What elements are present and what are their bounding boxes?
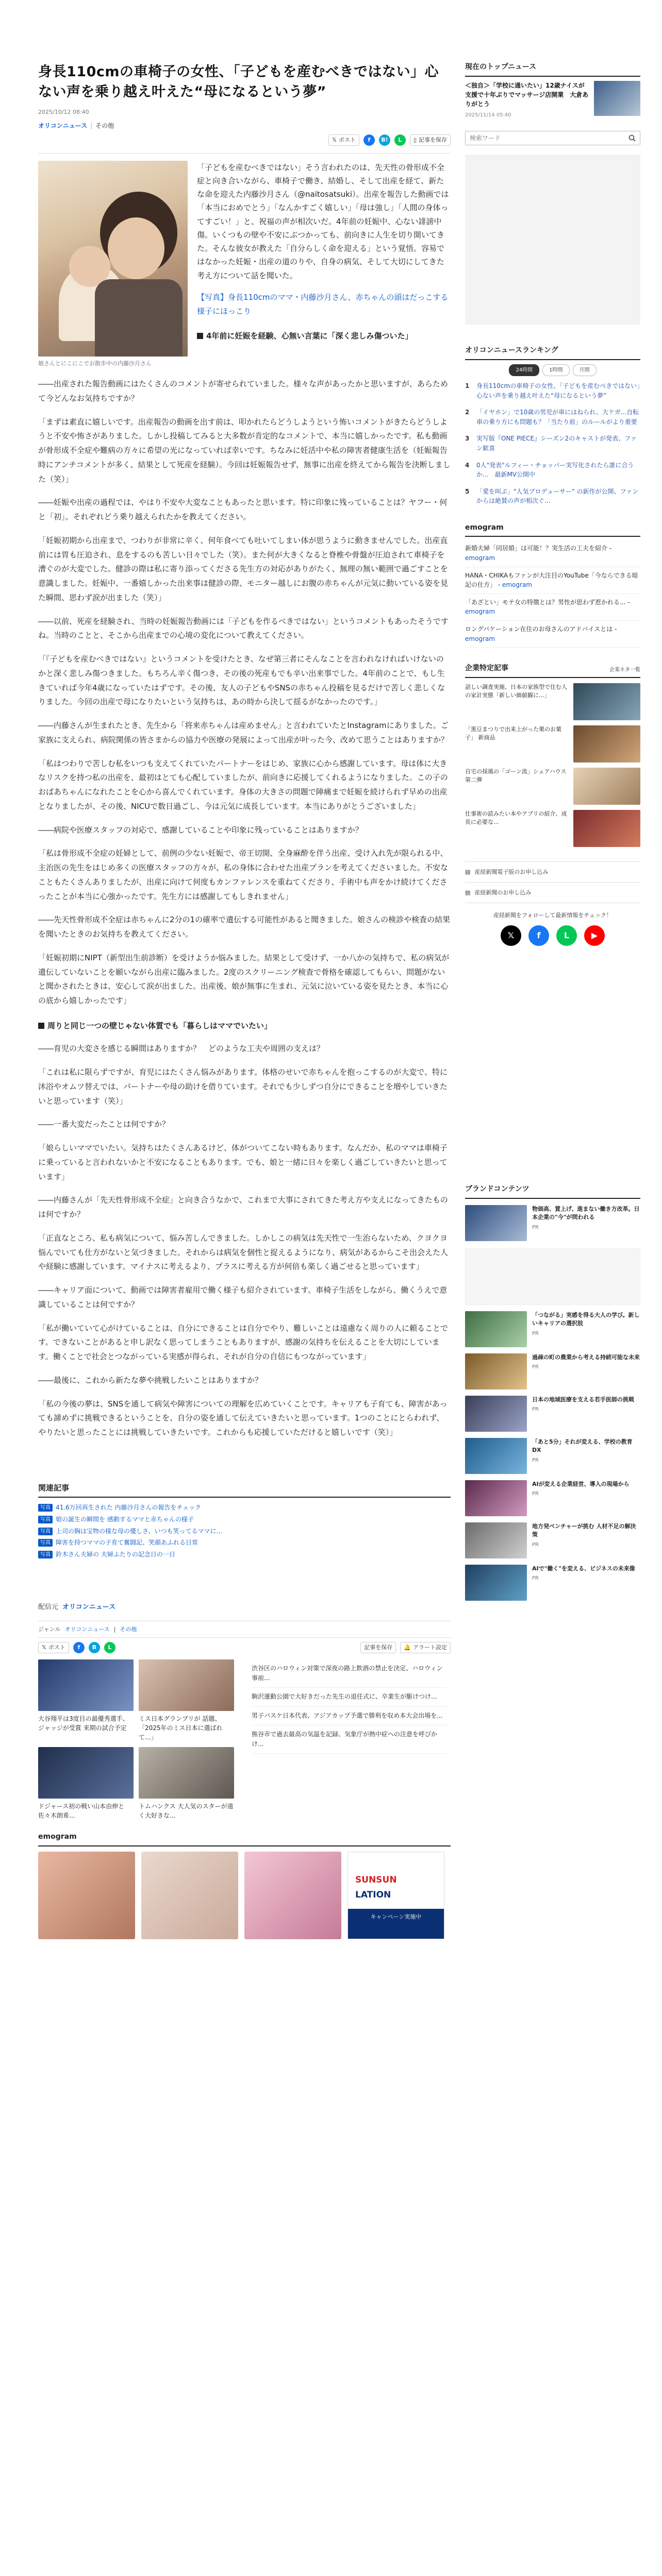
follow-label: 産経新聞をフォローして最新情報をチェック！ xyxy=(493,912,613,919)
rank-text: 「イヤホン」で10歳の男児が車にはねられ、大ケガ...自転車の乗り方にも問題も？「当たり前」のルールがより重要 xyxy=(476,409,639,426)
more-news xyxy=(38,1659,451,1820)
emogram-item[interactable]: HANA・CHIKAもファンが大注目のYouTube「今ならできる暗記の仕方」 - emogram xyxy=(465,567,640,594)
x-icon: 𝕏 xyxy=(332,136,337,143)
lead-photo[interactable] xyxy=(38,161,188,357)
emogram-sidebar-heading: emogram xyxy=(465,521,640,537)
company-feature-header xyxy=(465,662,640,678)
emogram-item-text: HANA・CHIKAもファンが大注目のYouTube「今ならできる暗記の仕方」 xyxy=(465,571,638,589)
related-item-text: 娘の誕生の瞬間を 感動するママと赤ちゃんの様子 xyxy=(56,1515,194,1523)
body-paragraph: ――キャリア面について、動画では障害者雇用で働く様子も紹介されています。車椅子生活をしながら、働くうえで意識していることは何ですか？ xyxy=(38,1285,448,1309)
body-paragraph: 「私はつわりで苦しむ私をいつも支えてくれていたパートナーをはじめ、家族に心から感謝しています。母は体に大きなリスクを持つ私の出産を、最初はとても心配していましたが、前向きに応援してくれるようになりました。この子のおばあちゃんになれたことを心から喜んでくれています。身体の大きさの問題で陣痛まで妊娠を続けられず早めの出産となりましたが、その後、NICUで数日過ごし、今は元気に成長しています。本当にありがとうございました」 xyxy=(38,758,448,811)
photo-caption: 娘さんとにこにこでお散歩中の内藤沙月さん xyxy=(38,360,152,367)
distribution-source xyxy=(38,1602,451,1614)
company-feature-text: 自宅の採風の「ゴーン流」シェアハウス 第二弾 xyxy=(465,768,567,784)
news-tile-image xyxy=(38,1747,134,1799)
bookmark-icon: ▯ xyxy=(413,136,417,143)
brand-item-image xyxy=(465,1480,527,1516)
search-box xyxy=(465,131,640,145)
brand-item-text: 過疎の町の農業から考える持続可能な未来 PR xyxy=(532,1353,640,1370)
photo-tag: 写真 xyxy=(38,1551,53,1558)
ranking-tabs xyxy=(465,364,640,377)
photo-tag: 写真 xyxy=(38,1504,53,1512)
subscription-link[interactable] xyxy=(465,862,640,883)
brand-item[interactable] xyxy=(465,1438,640,1474)
facebook-share-icon[interactable]: f xyxy=(363,134,375,146)
company-feature-image xyxy=(573,683,640,720)
alert-label: アラート設定 xyxy=(413,1644,447,1651)
section-heading-2 xyxy=(38,1020,451,1033)
body-paragraph: 「これは私に限らずですが、育児にはたくさん悩みがあります。体格のせいで赤ちゃんを抱っこするのが大変で、特に沐浴やオムツ替えでは、パートナーや母の助けを借りています。それでも少しずつ自分にできることを増やしていきたいと思っています（笑）」 xyxy=(38,1067,448,1106)
brand-item[interactable] xyxy=(465,1522,640,1558)
emogram-row xyxy=(38,1852,451,1939)
emogram-item-text: 「あざとい」モテ女の特徴とは？男性が思わず惹かれる... xyxy=(465,598,626,606)
news-tile-text: ミス日本グランプリが 話題、「2025年のミス日本に選ばれて...」 xyxy=(139,1715,223,1741)
body-paragraph: 「妊娠初期から出産まで、つわりが非常に辛く、何年食べても吐いてしまい体が思うように動きませんでした。出産直前には胃も圧迫され、息をするのも苦しい日々でした（笑）。また何が大きくなると脊椎や骨盤が圧迫されて車椅子を漕ぐのが大変でした。健診の際は私に寄り添ってくださる先生方の対応がありがたく、無理の無い範囲で過ごすことを意識しました。妊娠中、一番嬉しかった出来事は健診の際、モニター越しにお腹の赤ちゃんが元気に動いている姿を見た瞬間、思わず涙が出ました（笑）」 xyxy=(38,535,449,602)
related-item-text: 上司の胸は宝物の様な母の優しさ、いつも笑ってるママに... xyxy=(56,1527,222,1535)
facebook-share-icon[interactable]: f xyxy=(73,1642,85,1653)
body-paragraph: ――育児の大変さを感じる瞬間はありますか？ どのような工夫や周囲の支えは？ xyxy=(38,1044,325,1054)
section-heading-1-text: 4年前に妊娠を経験、心無い言葉に「深く悲しみ傷ついた」 xyxy=(206,331,413,341)
ranking-item[interactable] xyxy=(465,461,640,480)
body-paragraph: 「正直なところ、私も病気について、悩み苦しんできました。しかしこの病気は先天性で一生治らないため、クヨクヨ悩んでいても仕方がないと気づきました。それからは病気を個性と捉えるようになり、病気があるからこそ出会えた人や経験に感謝しています。マイナスに考えるより、プラスに考える方が何倍も楽しく過ごせると思っています」 xyxy=(38,1233,449,1272)
body-paragraph: 「娘らしいママでいたい。気持ちはたくさんあるけど、体がついてこない時もあります。なんだか、私のママは車椅子に乗っていると言われないかと不安になることもあります。でも、娘と一緒に日々を楽しく過ごしていきたいと思っています」 xyxy=(38,1143,448,1181)
distribution-label: 配信元 xyxy=(38,1603,59,1612)
related-articles xyxy=(38,1481,451,1561)
ranking-item[interactable] xyxy=(465,381,640,400)
rank-text: 「愛を叫ぶ」"人気プロデューサー" の新作が公開、ファンからは絶賛の声が相次ぐ... xyxy=(476,487,639,505)
company-feature-image xyxy=(573,725,640,762)
emogram-item[interactable]: 「あざとい」モテ女の特徴とは？男性が思わず惹かれる... - emogram xyxy=(465,594,640,621)
article-title: 身長110cmの車椅子の女性、「子どもを産むべきではない」心ない声を乗り越え叶えた“母になるという夢” xyxy=(38,64,439,100)
emogram-item-source: emogram xyxy=(502,581,532,589)
company-feature-item[interactable] xyxy=(465,725,640,762)
section-heading-2-text: 周りと同じ一つの壁じゃない体質でも「暮らしはママでいたい」 xyxy=(47,1021,272,1030)
bullet-square-icon xyxy=(38,1023,44,1029)
emogram-item-source: emogram xyxy=(465,635,495,642)
news-list-item[interactable]: 男子バスケ日本代表、アジアカップ予選で勝利を収め本大会出場を... xyxy=(252,1707,448,1725)
brand-item[interactable] xyxy=(465,1311,640,1347)
brand-item[interactable] xyxy=(465,1565,640,1601)
lead-paragraph: 「子どもを産むべきではない」そう言われたのは、先天性の骨形成不全症と向き合いながら、車椅子で働き、結婚し、そして出産を経て、新たな命を迎えた内藤沙月さん（@naitosatsuki）。出産を報告した動画では「本当におめでとう」「なんかすごく嬉しい」「母は強し」「人間の身体ってすごい！」と、祝福の声が相次いだ。4年前の妊娠中、心ない誹謗中傷。いくつもの壁や不安にぶつかっても、前向きに人生を切り開いてきた。そんな彼女が教えた「自分らしく命を迎える」という覚悟。容易ではなかった妊娠・出産の道のりや、自身の病気、そして大切にしてきた考え方について話を聞いた。 xyxy=(197,162,449,280)
subscription-link-text: 産経新聞のお申し込み xyxy=(474,889,532,896)
top-news-heading: 現在のトップニュース xyxy=(465,61,640,77)
share-toolbar-bottom xyxy=(38,1642,451,1653)
section-heading-1 xyxy=(197,330,451,343)
company-feature-more-link[interactable]: 企業ネタ一覧 xyxy=(609,667,640,673)
ranking-item[interactable] xyxy=(465,408,640,427)
article-body xyxy=(38,377,451,1440)
facebook-icon[interactable]: f xyxy=(528,925,549,946)
bullet-square-icon xyxy=(197,333,203,339)
news-tile-text: ドジャース初の戦い山本由伸と佐々木朗希... xyxy=(38,1803,125,1820)
news-tile-image xyxy=(38,1659,134,1711)
sns-icons xyxy=(465,925,640,946)
youtube-icon[interactable]: ▶ xyxy=(584,925,605,946)
brand-item-text: AIで"働く"を変える、ビジネスの未来像 PR xyxy=(532,1565,635,1582)
related-list xyxy=(38,1502,451,1561)
ad-band: キャンペーン実施中 xyxy=(348,1909,444,1939)
genre-separator: | xyxy=(113,1625,116,1633)
share-toolbar xyxy=(38,134,451,146)
ranking-list xyxy=(465,381,640,506)
emogram-item[interactable]: 新婚夫婦「同居婚」は可能！？実生活の工夫を紹介 - emogram xyxy=(465,540,640,567)
brand-item-image xyxy=(465,1353,527,1389)
emogram-card-image[interactable] xyxy=(141,1852,238,1939)
subscription-link-text: 産経新聞電子版のお申し込み xyxy=(474,868,549,875)
search-input[interactable] xyxy=(466,131,624,145)
save-article-button[interactable] xyxy=(360,1642,396,1653)
post-label: ポスト xyxy=(338,136,356,143)
lead-figure xyxy=(38,161,188,368)
top-news-image xyxy=(594,81,640,116)
genre-label: ジャンル xyxy=(38,1625,61,1633)
related-item[interactable] xyxy=(38,1502,451,1514)
news-tile[interactable] xyxy=(139,1659,234,1742)
post-label: ポスト xyxy=(48,1644,65,1651)
brand-item[interactable] xyxy=(465,1205,640,1241)
save-article-button[interactable] xyxy=(410,134,451,146)
source-separator: | xyxy=(90,122,93,129)
news-tile-text: 大谷翔平は3度目の最優秀選手、ジャッジが受賞 来期の試合予定 xyxy=(38,1715,129,1732)
body-paragraph: ――妊娠や出産の過程では、やはり不安や大変なこともあったと思います。特に印象に残っていることは？ヤフー・何と「初」。それぞれどう乗り越えられたかを教えてください。 xyxy=(38,498,448,522)
photo-tag: 写真 xyxy=(38,1516,53,1523)
rank-number: 3 xyxy=(465,435,470,443)
news-tile[interactable] xyxy=(139,1747,234,1820)
body-paragraph: 「『子どもを産むべきではない』というコメントを受けたとき、なぜ第三者にそんなことを言われなければいけないのかと深く悲しみ傷つきました。もちろん辛く傷つき、その後の死産もでも辛い出来事でした。4年前のことで、もし生きていれば今年4歳になっていたはずです。その後、友人の子どもやSNSの赤ちゃん投稿を見るだけで苦しく悲しくなりました。今回の出産で母になりたいという気持ちは、あの時から決して揺るがなかったのです。」 xyxy=(38,654,445,707)
distribution-logo[interactable]: オリコンニュース xyxy=(62,1603,116,1612)
brand-item-image xyxy=(465,1438,527,1474)
body-paragraph: ――最後に、これから新たな夢や挑戦したいことはありますか？ xyxy=(38,1375,263,1385)
company-feature-item[interactable] xyxy=(465,810,640,847)
rank-number: 1 xyxy=(465,382,470,389)
rank-number: 5 xyxy=(465,487,470,495)
company-feature-image xyxy=(573,810,640,847)
search-icon[interactable] xyxy=(624,131,640,145)
x-icon: 𝕏 xyxy=(42,1644,46,1651)
brand-item-image xyxy=(465,1522,527,1558)
document-icon: ▤ xyxy=(465,868,471,875)
post-x-button[interactable] xyxy=(38,1642,69,1653)
emogram-item-text: 新婚夫婦「同居婚」は可能！？実生活の工夫を紹介 xyxy=(465,545,608,552)
brand-item-text: 地方発ベンチャーが挑む 人材不足の解決策 PR xyxy=(532,1522,636,1548)
related-item-text: 41.6万回再生された 内藤沙月さんの報告をチェック xyxy=(56,1504,202,1512)
emogram-item-source: emogram xyxy=(465,554,495,562)
company-feature-text: 「黒豆まつりで出来上がった栗のお菓子」 新商品 xyxy=(465,725,561,741)
body-paragraph: ――内藤さんが生まれたとき、先生から「将来赤ちゃんは産めません」と言われていたとInstagramにありました。ご家族に支えられ、病院関係の皆さまからの協力や医療の発展によって出産が叶った今、改めて思うことはありますか？ xyxy=(38,721,449,744)
ranking-tab[interactable]: 1時間 xyxy=(542,364,569,377)
brand-item-image xyxy=(465,1205,527,1241)
divider xyxy=(38,153,451,154)
ad-brand: SUNSUN LATION xyxy=(355,1874,397,1901)
sidebar-ad-space xyxy=(465,155,640,325)
brand-item-image xyxy=(465,1396,527,1432)
top-news-card[interactable] xyxy=(465,81,640,120)
photo-tiles xyxy=(38,1659,234,1820)
brand-item-image xyxy=(465,1311,527,1347)
alert-button[interactable] xyxy=(400,1642,451,1653)
related-heading: 関連記事 xyxy=(38,1481,451,1498)
x-icon[interactable]: 𝕏 xyxy=(501,925,521,946)
category-link[interactable]: その他 xyxy=(95,122,114,129)
photo-tag: 写真 xyxy=(38,1539,53,1547)
advertisement-card[interactable] xyxy=(347,1852,444,1939)
line-share-icon[interactable]: L xyxy=(104,1642,115,1653)
brand-item-text: 物価高、賃上げ、進まない働き方改革。日本企業の"今"が問われる PR xyxy=(532,1205,640,1230)
emogram-list xyxy=(465,540,640,648)
subscription-links xyxy=(465,861,640,904)
top-news-title: ＜独自＞「学校に通いたい」12歳ナイスが支援で十年ぶりでマッサージ店開業 大倉ありがとう xyxy=(465,81,589,108)
related-item-text: 障害を持つママの子育て奮闘記、笑顔あふれる日常 xyxy=(56,1539,198,1547)
post-x-button[interactable] xyxy=(328,134,359,146)
related-item-text: 鈴木さん夫婦の 夫婦ふたりの記念日の一日 xyxy=(56,1551,175,1558)
company-feature-text: 仕事術の読みたい本やアプリの紹介、成長に必要な... xyxy=(465,810,567,826)
related-item[interactable] xyxy=(38,1526,451,1537)
brand-item[interactable] xyxy=(465,1396,640,1432)
emogram-item[interactable]: ロングバケーション在住のお母さんのアドバイスとは - emogram xyxy=(465,621,640,648)
body-paragraph: ――以前、死産を経験され、当時の妊娠報告動画には「子どもを作るべきではない」というコメントもあったそうですね。当時のことと、そこから出産までの心境の変化について教えてください。 xyxy=(38,616,449,640)
brand-content-heading: ブランドコンテンツ xyxy=(465,1183,640,1199)
brand-item-text: AIが変える企業経営、導入の現場から PR xyxy=(532,1480,630,1497)
company-feature-text: 話しい調査実施、日本の家族型で住む人の家計実態「新しい価値観に...」 xyxy=(465,683,567,699)
lead-text xyxy=(197,161,451,368)
article-source-line xyxy=(38,121,451,131)
related-item[interactable] xyxy=(38,1537,451,1549)
save-label: 記事を保存 xyxy=(419,136,447,143)
news-list-item[interactable]: 渋谷区のハロウィン対策で深夜の路上飲酒の禁止を決定、ハロウィン事前... xyxy=(252,1659,448,1688)
news-tile[interactable] xyxy=(38,1747,134,1820)
genre-link[interactable]: その他 xyxy=(120,1625,137,1633)
rank-text: 身長110cmの車椅子の女性、「子どもを産むべきではない」心ない声を乗り越え叶えた“母になるという夢” xyxy=(476,382,640,399)
brand-item-image xyxy=(465,1565,527,1601)
news-tile-image xyxy=(139,1747,234,1799)
ranking-item[interactable] xyxy=(465,487,640,506)
top-news-date: 2025/11/14 05:40 xyxy=(465,112,511,118)
sidebar-ad-banner xyxy=(465,1248,640,1305)
brand-item-text: 日本の地域医療を支える若手医師の挑戦 PR xyxy=(532,1396,634,1413)
brand-item[interactable] xyxy=(465,1480,640,1516)
body-paragraph: ――病院や医療スタッフの対応で、感謝していることや印象に残っていることはありますか？ xyxy=(38,825,363,835)
line-icon[interactable]: L xyxy=(556,925,577,946)
subscription-link[interactable] xyxy=(465,883,640,903)
hatena-share-icon[interactable]: B xyxy=(89,1642,100,1653)
source-link[interactable]: オリコンニュース xyxy=(38,122,88,129)
emogram-item-source: emogram xyxy=(465,608,495,616)
body-paragraph: 「妊娠初期にNIPT（新型出生前診断）を受けようか悩みました。結果として受けず、一か八かの気持ちで、私の病気が遺伝していないことを願いながら出産に臨みました。2度のスクリーニング検査で骨格を確認してもらい、問題がないと聞かされたときは、安心して涙が出ました。出産後、娘が無事に生まれ、元気に泣いている姿を見たとき、本当に心の底から嬉しかったです」 xyxy=(38,953,450,1006)
company-feature-image xyxy=(573,768,640,805)
line-share-icon[interactable]: L xyxy=(394,134,406,146)
body-paragraph: ――一番大変だったことは何ですか？ xyxy=(38,1120,170,1129)
emogram-card-image[interactable] xyxy=(38,1852,135,1939)
article-column xyxy=(38,62,451,1939)
company-feature-item[interactable] xyxy=(465,683,640,720)
body-paragraph: ――出産された報告動画にはたくさんのコメントが寄せられていました。様々な声があったかと思いますが、あらためて今どんなお気持ちですか？ xyxy=(38,379,448,403)
brand-item-text: 「つながる」実感を得る大人の学び。新しいキャリアの選択肢 PR xyxy=(532,1311,640,1336)
body-paragraph: ――先天性骨形成不全症は赤ちゃんに2分の1の確率で遺伝する可能性があると聞きました。娘さんの検診や検査の結果を聞いたときのお気持ちを教えてください。 xyxy=(38,915,451,939)
body-paragraph: 「私が働いていて心がけていることは、自分にできることは自分でやり、難しいことは遠慮なく周りの人に頼ることです。できないことがあると申し訳なく思ってしまうこともありますが、感謝の気持ちを伝えることを大切にしています。働くことで社会とつながっている実感が得られ、それが自分の自信にもつながっています」 xyxy=(38,1323,449,1362)
related-item[interactable] xyxy=(38,1514,451,1526)
ranking-tab[interactable]: 月間 xyxy=(573,364,597,377)
brand-item-text: 「あと5分」それが変える、学校の教育DX PR xyxy=(532,1438,633,1463)
bottom-toolbar-right xyxy=(360,1642,451,1653)
bell-icon: 🔔 xyxy=(404,1644,411,1651)
body-paragraph: 「私の今後の夢は、SNSを通して病気や障害についての理解を広めていくことです。キャリアも子育ても、障害があっても諦めずに挑戦できるということを、自分の姿を通して伝えていきたいと思っています。1つのことにとらわれず、やりたいと思ったことには挑戦していきたいです。これからも応援していただけると嬉しいです（笑）」 xyxy=(38,1399,448,1437)
top-news-text xyxy=(465,81,590,120)
news-tile-text: トムハンクス 大人気のスターが遠く大好きな... xyxy=(139,1803,234,1820)
photo-gallery-link[interactable]: 【写真】身長110cmのママ・内藤沙月さん、赤ちゃんの頭はだっこする様子にほっこり xyxy=(197,292,449,316)
rank-text: 実写版『ONE PIECE』シーズン2のキャストが発表、ファン歓喜 xyxy=(476,435,637,452)
news-list-item[interactable]: 熊谷市で過去最高の気温を記録、気象庁が熱中症への注意を呼びかけ... xyxy=(252,1725,448,1754)
genre-bar xyxy=(38,1621,451,1638)
sidebar xyxy=(465,61,640,1601)
emogram-card-image[interactable] xyxy=(244,1852,341,1939)
rank-number: 2 xyxy=(465,409,470,416)
hatena-share-icon[interactable]: B! xyxy=(379,134,390,146)
body-paragraph: 「私は骨形成不全症の妊婦として、前例の少ない妊娠で、帝王切開、全身麻酔を伴う出産、受け入れ先が限られる中、主治医の先生をはじめ多くの医療スタッフの方々が、私の身体に合わせた出産プランを考えてくださいました。不安なこともたくさんありましたが、出産に向けて何度もカンファレンスを重ねてくださり、手術中も声をかけ続けてくださったことが本当に心強かったです。先生方には感謝してもしきれません」 xyxy=(38,849,449,901)
related-item[interactable] xyxy=(38,1549,451,1561)
photo-tag: 写真 xyxy=(38,1528,53,1535)
lead-block xyxy=(38,161,451,368)
genre-link[interactable]: オリコンニュース xyxy=(64,1625,110,1633)
news-text-list xyxy=(252,1659,448,1820)
save-label: 記事を保存 xyxy=(364,1644,393,1651)
news-tile[interactable] xyxy=(38,1659,134,1742)
brand-item[interactable] xyxy=(465,1353,640,1389)
body-paragraph: 「まずは素直に嬉しいです。出産報告の動画を出す前は、叩かれたらどうしようという怖いコメントがきたらどうしようと不安や怖さがありました。しかし投稿してみると大多数が肯定的なコメントで、本当に嬉しかったです。私も動画が骨形成不全症や難病の方々に希望の光になっていれば幸いです。ちなみに妊活中や私の障害者健康生活を（妊娠報告時にアンチコメントが多く、結果として死産を経験）。今回は妊娠報告せず、無事に出産を終えてから報告を決断しました（笑）」 xyxy=(38,417,451,484)
company-feature-heading: 企業特定記事 xyxy=(465,664,508,673)
body-paragraph: ――内藤さんが「先天性骨形成不全症」と向き合うなかで、これまで大事にされてきた考え方や支えになってきたものは何ですか？ xyxy=(38,1195,448,1219)
article-date: 2025/10/12 08:40 xyxy=(38,109,89,116)
news-tile-image xyxy=(139,1659,234,1711)
news-list-item[interactable]: 駒沢運動公園で大好きだった先生の退任式に、卒業生が駆けつけ... xyxy=(252,1688,448,1706)
emogram-item-text: ロングバケーション在住のお母さんのアドバイスとは xyxy=(465,625,613,633)
rank-text: 0人"発表"ルフィー・チョッパー実写化されたら誰に合うか... 最新MV公開中 xyxy=(476,461,634,479)
ranking-item[interactable] xyxy=(465,434,640,453)
emogram-heading: emogram xyxy=(38,1831,451,1846)
ranking-heading: オリコンニュースランキング xyxy=(465,344,640,360)
company-feature-item[interactable] xyxy=(465,768,640,805)
document-icon: ▤ xyxy=(465,889,471,896)
rank-number: 4 xyxy=(465,461,470,469)
ranking-tab[interactable]: 24時間 xyxy=(509,364,539,377)
